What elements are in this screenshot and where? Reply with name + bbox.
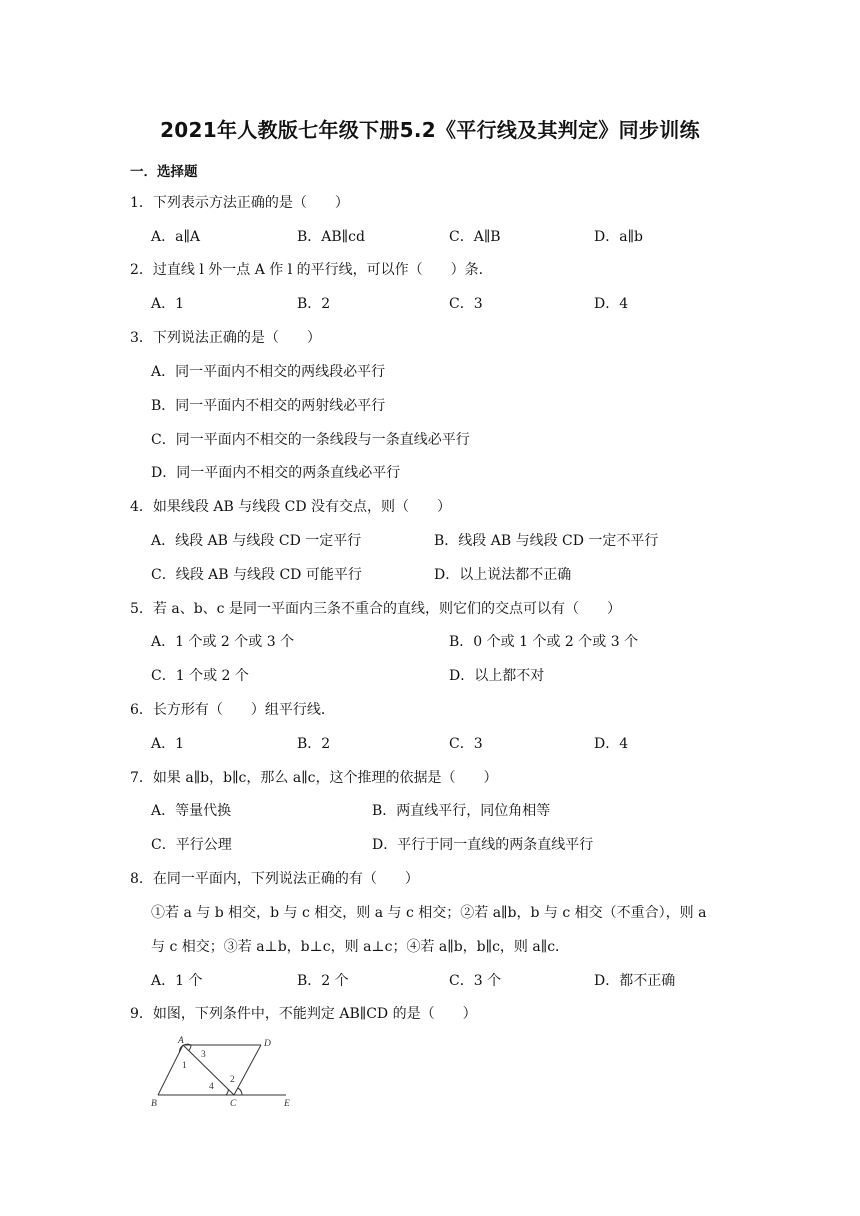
question-2-option-a: A．1 <box>151 296 185 312</box>
question-5-option-b: B．0 个或 1 个或 2 个或 3 个 <box>449 634 639 650</box>
question-8-option-a: A．1 个 <box>151 973 203 989</box>
question-4-stem: 4．如果线段 AB 与线段 CD 没有交点，则（ ） <box>130 499 452 515</box>
question-1-option-b: B．AB∥cd <box>297 229 365 245</box>
question-8-option-c: C．3 个 <box>449 973 502 989</box>
question-2-stem: 2．过直线 l 外一点 A 作 l 的平行线，可以作（ ）条． <box>130 262 493 278</box>
question-5-stem: 5．若 a、b、c 是同一平面内三条不重合的直线，则它们的交点可以有（ ） <box>130 601 621 617</box>
question-6-option-d: D．4 <box>594 736 629 752</box>
question-4-option-a: A．线段 AB 与线段 CD 一定平行 <box>151 533 362 549</box>
line-cd <box>234 1045 261 1095</box>
question-6-stem: 6．长方形有（ ）组平行线． <box>130 702 335 718</box>
question-7-option-a: A．等量代换 <box>151 803 232 819</box>
angle-2-label: 2 <box>230 1075 235 1085</box>
question-6-option-a: A．1 <box>151 736 185 752</box>
question-2-option-c: C．3 <box>449 296 483 312</box>
question-5-option-a: A．1 个或 2 个或 3 个 <box>151 634 295 650</box>
question-2-option-b: B．2 <box>297 296 331 312</box>
question-3-option-d: D．同一平面内不相交的两条直线必平行 <box>151 465 401 481</box>
question-4-option-c: C．线段 AB 与线段 CD 可能平行 <box>151 567 362 583</box>
question-6-option-c: C．3 <box>449 736 483 752</box>
question-8-option-d: D．都不正确 <box>594 973 676 989</box>
question-7-stem: 7．如果 a∥b，b∥c，那么 a∥c，这个推理的依据是（ ） <box>130 770 498 786</box>
page-title: 2021年人教版七年级下册5.2《平行线及其判定》同步训练 <box>160 118 700 142</box>
question-5-option-d: D．以上都不对 <box>449 668 545 684</box>
angle-1-label: 1 <box>182 1061 187 1071</box>
question-1-option-d: D．a∥b <box>594 229 643 245</box>
point-b-label: B <box>151 1099 157 1109</box>
question-4-option-b: B．线段 AB 与线段 CD 一定不平行 <box>434 533 659 549</box>
line-ab <box>158 1045 183 1095</box>
question-1-stem: 1．下列表示方法正确的是（ ） <box>130 195 349 211</box>
question-9-figure <box>148 1036 298 1112</box>
angle-mark-3 <box>189 1045 191 1051</box>
question-7-option-d: D．平行于同一直线的两条直线平行 <box>372 837 594 853</box>
angle-mark-4 <box>226 1089 228 1095</box>
angle-3-label: 3 <box>201 1050 206 1060</box>
section-heading: 一．选择题 <box>130 164 198 180</box>
question-8-body-line-1: ①若 a 与 b 相交，b 与 c 相交，则 a 与 c 相交；②若 a∥b，b 与 c 相交（不重合），则 a <box>151 905 707 921</box>
point-a-label: A <box>178 1036 184 1046</box>
question-1-option-a: A．a∥A <box>151 229 201 245</box>
angle-4-label: 4 <box>209 1082 214 1092</box>
question-7-option-c: C．平行公理 <box>151 837 232 853</box>
point-c-label: C <box>230 1099 237 1109</box>
point-e-label: E <box>284 1099 290 1109</box>
question-8-body-line-2: 与 c 相交；③若 a⊥b，b⊥c，则 a⊥c；④若 a∥b，b∥c，则 a∥c． <box>151 939 570 955</box>
point-d-label: D <box>264 1039 271 1049</box>
question-8-stem: 8．在同一平面内，下列说法正确的有（ ） <box>130 871 419 887</box>
question-5-option-c: C．1 个或 2 个 <box>151 668 249 684</box>
question-6-option-b: B．2 <box>297 736 331 752</box>
question-9-stem: 9．如图，下列条件中，不能判定 AB∥CD 的是（ ） <box>130 1006 477 1022</box>
question-3-option-a: A．同一平面内不相交的两线段必平行 <box>151 364 386 380</box>
question-3-stem: 3．下列说法正确的是（ ） <box>130 330 321 346</box>
question-2-option-d: D．4 <box>594 296 629 312</box>
question-3-option-c: C．同一平面内不相交的一条线段与一条直线必平行 <box>151 432 470 448</box>
question-8-option-b: B．2 个 <box>297 973 349 989</box>
question-1-option-c: C．A∥B <box>449 229 501 245</box>
question-3-option-b: B．同一平面内不相交的两射线必平行 <box>151 398 386 414</box>
angle-mark-2 <box>238 1088 242 1095</box>
question-4-option-d: D．以上说法都不正确 <box>434 567 572 583</box>
question-7-option-b: B．两直线平行，同位角相等 <box>372 803 551 819</box>
